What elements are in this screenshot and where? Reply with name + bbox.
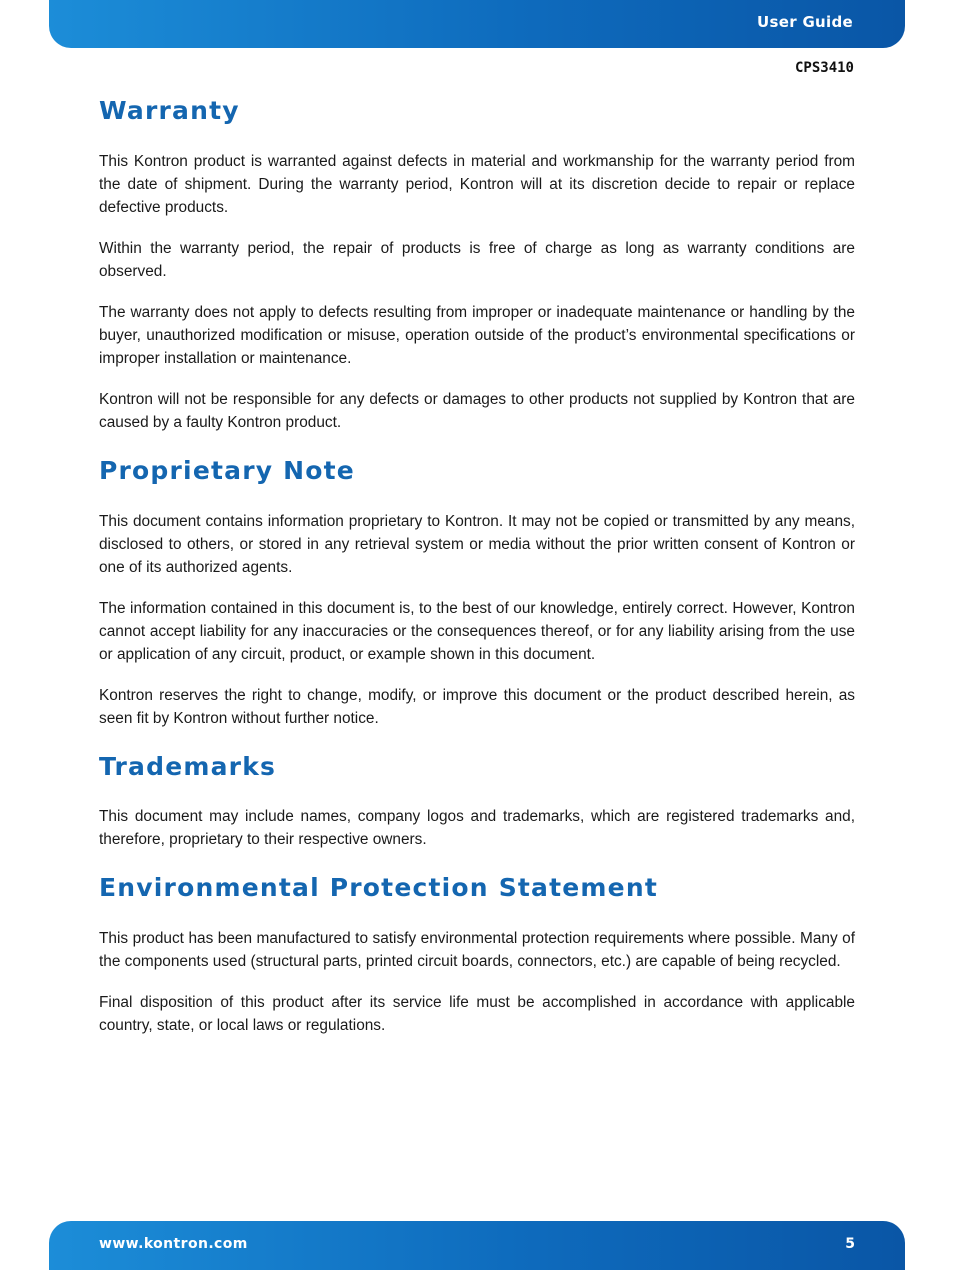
paragraph: Kontron will not be responsible for any defects or damages to other products not supplied by Kontron that are caused by a faulty Kontron product.: [99, 390, 855, 431]
page-number: 5: [845, 1236, 855, 1252]
paragraph: The warranty does not apply to defects resulting from improper or inadequate maintenance or handling by the buyer, unauthorized modification or misuse, operation outside of the product’s environmental specifications or improper installation or maintenance.: [99, 303, 855, 367]
section-heading: Proprietary Note: [99, 455, 355, 485]
paragraph: Within the warranty period, the repair of products is free of charge as long as warranty conditions are observed.: [99, 239, 855, 280]
paragraph: This product has been manufactured to satisfy environmental protection requirements where possible. Many of the components used (structural parts, printed circuit boards, connectors, etc.) are capable of being recycled.: [99, 930, 855, 970]
section-proprietary-note: [99, 454, 855, 730]
paragraph: Final disposition of this product after its service life must be accomplished in accordance with applicable country, state, or local laws or regulations.: [99, 994, 855, 1034]
page-content: [99, 94, 855, 1057]
paragraph: This document may include names, company logos and trademarks, which are registered trademarks and, therefore, proprietary to their respective owners.: [99, 808, 855, 849]
section-heading: Warranty: [99, 96, 240, 125]
footer-bar: [49, 1221, 905, 1270]
product-id: CPS3410: [794, 60, 854, 76]
paragraph: This document contains information proprietary to Kontron. It may not be copied or transmitted by any means, disclosed to others, or stored in any retrieval system or media without the prior written consent of Kontron or one of its authorized agents.: [99, 512, 855, 576]
section-environmental-protection: [99, 871, 855, 1037]
website-link[interactable]: www.kontron.com: [99, 1236, 248, 1252]
section-trademarks: [99, 750, 855, 852]
paragraph: Kontron reserves the right to change, modify, or improve this document or the product described herein, as seen fit by Kontron without further notice.: [99, 686, 855, 727]
section-warranty: [99, 94, 855, 434]
header-bar: [49, 0, 905, 48]
paragraph: The information contained in this document is, to the best of our knowledge, entirely correct. However, Kontron cannot accept liability for any inaccuracies or the consequences thereof, or for any liability arising from the use or application of any circuit, product, or example shown in this document.: [99, 599, 855, 663]
document-type-label: User Guide: [757, 13, 853, 31]
section-heading: Environmental Protection Statement: [99, 873, 658, 903]
section-heading: Trademarks: [99, 751, 277, 781]
paragraph: This Kontron product is warranted against defects in material and workmanship for the warranty period from the date of shipment. During the warranty period, Kontron will at its discretion decide to repair or replace defective products.: [99, 152, 855, 216]
